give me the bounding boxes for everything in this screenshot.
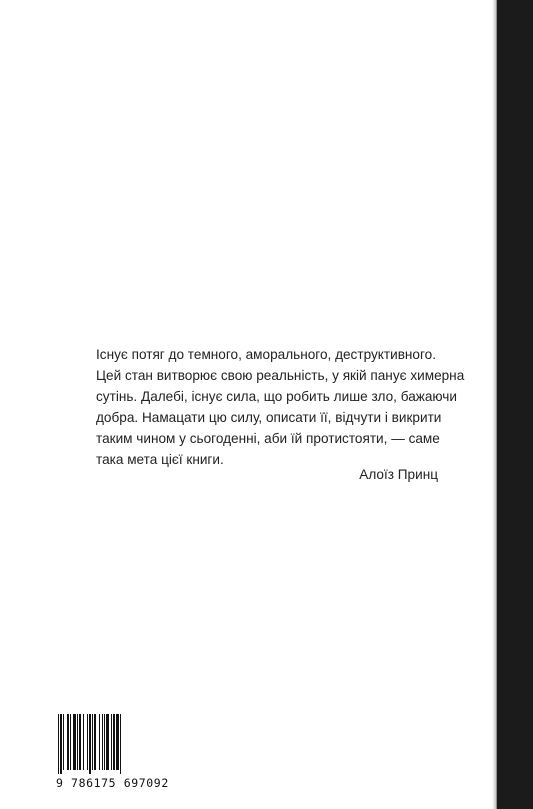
barcode-bar [113,714,115,770]
isbn-barcode [52,714,182,796]
barcode-bar [92,714,93,770]
barcode-bar [111,714,112,770]
barcode-bar [58,714,59,774]
barcode-bar [89,714,91,774]
barcode-bar [63,714,64,770]
barcode-bar [79,714,81,770]
author-name: Алоїз Принц [359,467,438,482]
barcode-bar [83,714,84,770]
book-spine [497,0,533,809]
blurb-line: добра. Намацати цю силу, описати її, відчути і викрити [96,410,442,425]
back-cover-blurb [96,344,476,470]
barcode-bar [77,714,78,770]
blurb-line: Цей стан витворює свою реальність, у якій панує химерна [96,368,465,383]
barcode-bar [60,714,62,774]
barcode-bar [106,714,109,770]
blurb-line: Існує потяг до темного, аморального, деструктивного. [96,347,436,362]
barcode-bar [67,714,69,770]
barcode-bar [99,714,100,770]
barcode-bar [87,714,88,770]
barcode-bar [116,714,119,770]
isbn-digits: 9 786175 697092 [56,776,169,790]
barcode-bar [70,714,71,770]
barcode-bar [120,714,121,774]
barcode-bar [102,714,103,770]
barcode-bar [104,714,105,770]
barcode-bar [73,714,76,770]
barcode-bars [56,714,166,774]
blurb-line: таким чином у сьогоденні, аби їй протистояти, — саме [96,431,440,446]
blurb-line: така мета цієї книги. [96,452,224,467]
blurb-line: сутінь. Далебі, існує сила, що робить лише зло, бажаючи [96,389,457,404]
barcode-bar [94,714,96,770]
